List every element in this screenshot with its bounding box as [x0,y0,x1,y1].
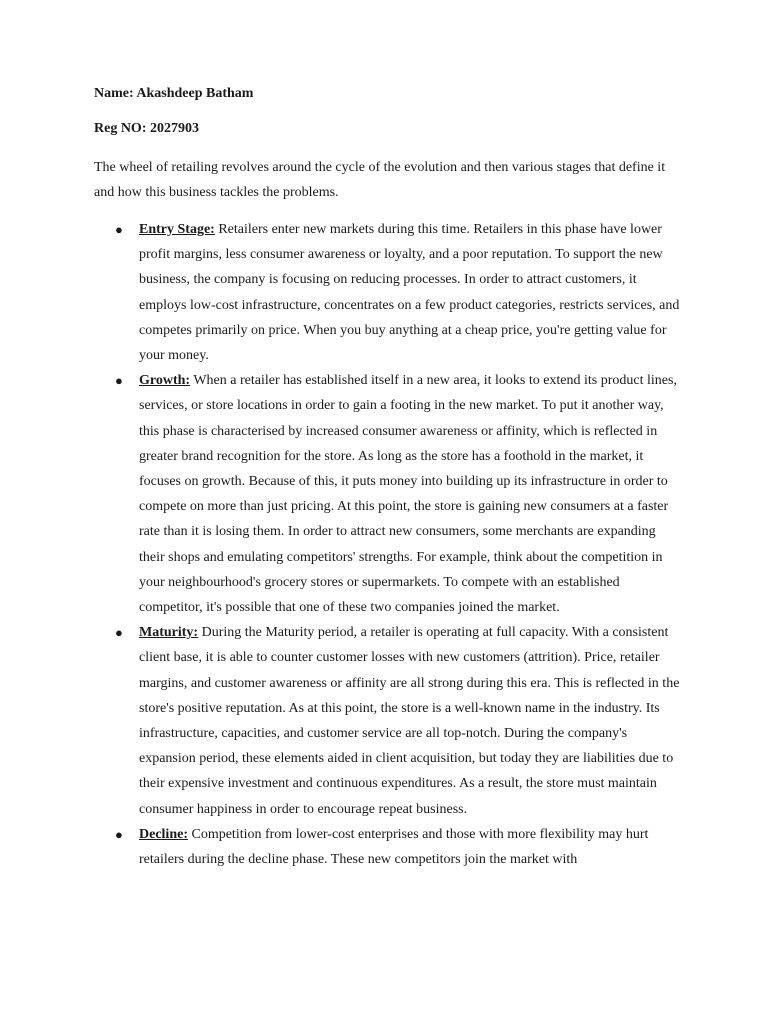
stage-description: Retailers enter new markets during this time. Retailers in this phase have lower profit margins, less consumer awareness or loyalty, and a poor reputation. To support the new business, the company is focusing on reducing processes. In order to attract customers, it employs low-cost infrastructure, concentrates on a few product categories, restricts services, and competes primarily on price. When you buy anything at a cheap price, you're getting value for your money. [139,222,680,364]
stage-entry [94,217,684,368]
stage-description: Competition from lower-cost enterprises and those with more flexibility may hurt retailers during the decline phase. These new competitors join the market with [139,826,649,868]
stage-term: Decline: [139,826,188,842]
bullet-icon: ● [115,625,123,641]
stage-term: Entry Stage: [139,222,215,237]
stage-decline [94,822,684,872]
stage-description: When a retailer has established itself in a new area, it looks to extend its product lines, services, or store locations in order to gain a footing in the new market. To put it another way, this phase is characterised by increased consumer awareness or affinity, which is reflected in greater brand recognition for the store. As long as the store has a foothold in the market, it focuses on growth. Because of this, it puts money into building up its infrastructure in order to compete on more than just pricing. At this point, the store is gaining new consumers at a faster rate than it is losing them. In order to attract new consumers, some merchants are expanding their shops and emulating competitors' strengths. For example, think about the competition in your neighbourhood's grocery stores or supermarkets. To compete with an established competitor, it's possible that one of these two companies joined the market. [139,373,677,616]
intro-paragraph: The wheel of retailing revolves around the cycle of the evolution and then various stages that define it and how this business tackles the problems. [94,160,666,201]
stage-description: During the Maturity period, a retailer is operating at full capacity. With a consistent client base, it is able to counter customer losses with new customers (attrition). Price, retailer margins, and customer awareness or affinity are all strong during this era. This is reflected in the store's positive reputation. As at this point, the store is a well-known name in the industry. Its infrastructure, capacities, and customer service are all top-notch. During the company's expansion period, these elements aided in client acquisition, but today they are liabilities due to their expensive investment and continuous expenditures. As a result, the store must maintain consumer happiness in order to encourage repeat business. [139,625,680,817]
stages-list [94,217,684,872]
bullet-icon: ● [115,373,123,389]
bullet-icon: ● [115,826,123,842]
bullet-icon: ● [115,222,123,237]
student-name: Name: Akashdeep Batham [94,86,254,101]
stage-term: Maturity: [139,625,199,641]
stage-term: Growth: [139,373,191,389]
stage-growth [94,368,684,620]
stage-maturity [94,620,684,822]
registration-number: Reg NO: 2027903 [94,121,199,136]
